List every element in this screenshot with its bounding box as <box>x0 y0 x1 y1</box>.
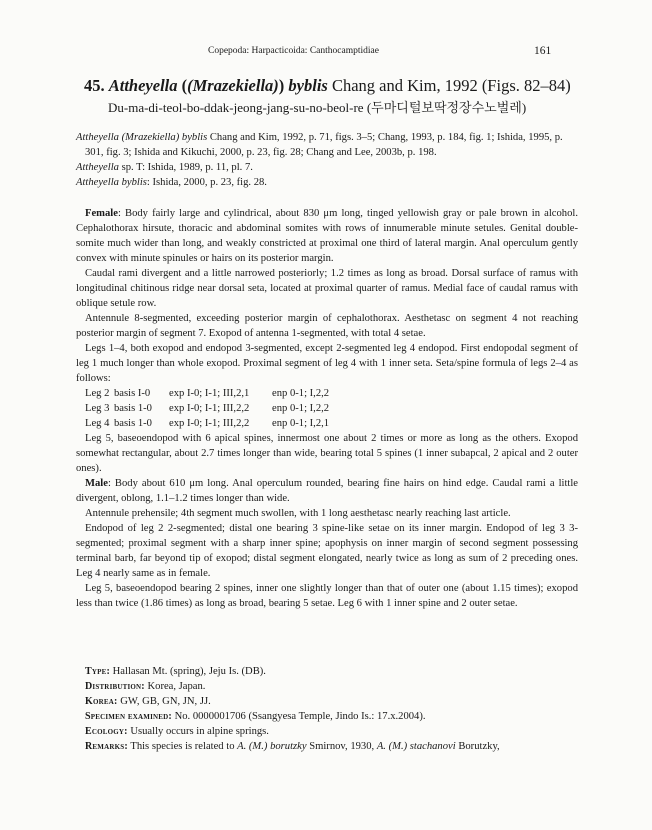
male-leg5-paragraph: Leg 5, baseoendopod bearing 2 spines, inner one slightly longer than that of outer one (about 1.15 times); exopod less than twice (1.86 times) as long as broad, bearing 5 setae. Leg 6 with 1 inner spine and 2 outer setae. <box>76 583 578 609</box>
ecology: Ecology: Usually occurs in alpine springs. <box>85 726 269 737</box>
seta-spine-formula-table <box>85 386 578 431</box>
specimen-examined: Specimen examined: No. 0000001706 (Ssangyesa Temple, Jindo Is.: 17.x.2004). <box>85 711 426 722</box>
remarks: Remarks: This species is related to A. (M.) borutzky Smirnov, 1930, A. (M.) stachanovi Borutzky, <box>85 741 500 752</box>
synonym-entry: Attheyella (Mrazekiella) byblis Chang and Kim, 1992, p. 71, figs. 3–5; Chang, 1993, p. 184, fig. 1; Ishida, 1995, p. 301, fig. 3; Ishida and Kikuchi, 2000, p. 23, fig. 28; Chang and Lee, 2003b, p. 198. <box>76 132 563 158</box>
species-heading: 45. Attheyella ((Mrazekiella)) byblis Chang and Kim, 1992 (Figs. 82–84) <box>84 76 571 95</box>
species-authority: Chang and Kim, 1992 (Figs. 82–84) <box>331 76 571 95</box>
caudal-rami-paragraph: Caudal rami divergent and a little narrowed posteriorly; 1.2 times as long as broad. Dorsal surface of ramus with longitudinal chitinous ridge near dorsal seta, located at proximal quarter of ramus. Medial face of caudal ramus with oblique setule row. <box>76 268 578 309</box>
female-description: Female: Body fairly large and cylindrical, about 830 μm long, tinged yellowish gray or pale brown in alcohol. Cephalothorax hirsute, thoracic and abdominal somites with rows of innumerable minute setules. Genital double-somite much wider than long, and weakly constricted at proximal one third of lateral margin. Anal operculum gently convex with minute spinules or hairs on its posterior margin. <box>76 208 578 264</box>
species-subgenus: (Mrazekiella) <box>187 76 279 95</box>
formula-row: Leg 4 basis 1-0 exp I-0; I-1; III,2,2 enp 0-1; I,2,1 <box>85 418 330 429</box>
species-genus: Attheyella <box>108 76 178 95</box>
male-endopod-paragraph: Endopod of leg 2 2-segmented; distal one bearing 3 spine-like setae on its inner margin. Endopod of leg 3 3-segmented; proximal segment with a sharp inner spine; apophysis on inner margin of second segment possessing terminal barb, far beyond tip of exopod; distal segment elongated, nearly twice as long as sum of 2 preceding ones. Leg 4 nearly same as in female. <box>76 523 578 579</box>
species-number: 45. <box>84 76 105 95</box>
leg5-paragraph: Leg 5, baseoendopod with 6 apical spines, innermost one about 2 times or more as long as the others. Exopod somewhat rectangular, about 2.7 times longer than wide, bearing total 5 spines (1 inner subapcal, 2 apical and 2 outer ones). <box>76 433 578 474</box>
synonym-entry: Attheyella byblis: Ishida, 2000, p. 23, fig. 28. <box>76 177 267 188</box>
korea-records: Korea: GW, GB, GN, JN, JJ. <box>85 696 211 707</box>
page-number: 161 <box>534 45 552 57</box>
male-description: Male: Body about 610 μm long. Anal operculum rounded, bearing fine hairs on hind edge. Caudal rami a little divergent, oblong, 1.1–1.2 times longer than wide. <box>76 478 578 504</box>
antennule-paragraph: Antennule 8-segmented, exceeding posterior margin of cephalothorax. Aesthetasc on segment 4 not reaching posterior margin of segment 7. Exopod of antenna 1-segmented, with total 4 setae. <box>76 313 578 339</box>
legs-paragraph: Legs 1–4, both exopod and endopod 3-segmented, except 2-segmented leg 4 endopod. First endopodal segment of leg 1 much longer than whole exopod. Proximal segment of leg 4 with 1 inner seta. Seta/spine formula of legs 2–4 as follows: <box>76 343 578 384</box>
distribution: Distribution: Korea, Japan. <box>85 681 206 692</box>
formula-row: Leg 2 basis I-0 exp I-0; I-1; III,2,1 enp 0-1; I,2,2 <box>85 388 330 399</box>
male-antennule-paragraph: Antennule prehensile; 4th segment much swollen, with 1 long aesthetasc nearly reaching last article. <box>85 508 511 519</box>
synonymy <box>76 130 578 190</box>
running-head-title: Copepoda: Harpacticoida: Canthocamptidiae <box>208 46 379 56</box>
description <box>76 206 578 611</box>
formula-row: Leg 3 basis 1-0 exp I-0; I-1; III,2,2 enp 0-1; I,2,2 <box>85 403 330 414</box>
synonym-entry: Attheyella sp. T: Ishida, 1989, p. 11, pl. 7. <box>76 162 253 173</box>
species-metadata <box>76 664 578 754</box>
species-epithet: byblis <box>288 76 328 95</box>
korean-name: Du-ma-di-teol-bo-ddak-jeong-jang-su-no-beol-re (두마디털보딱정장수노벌레) <box>108 100 527 115</box>
type-locality: Type: Hallasan Mt. (spring), Jeju Is. (DB). <box>85 666 266 677</box>
